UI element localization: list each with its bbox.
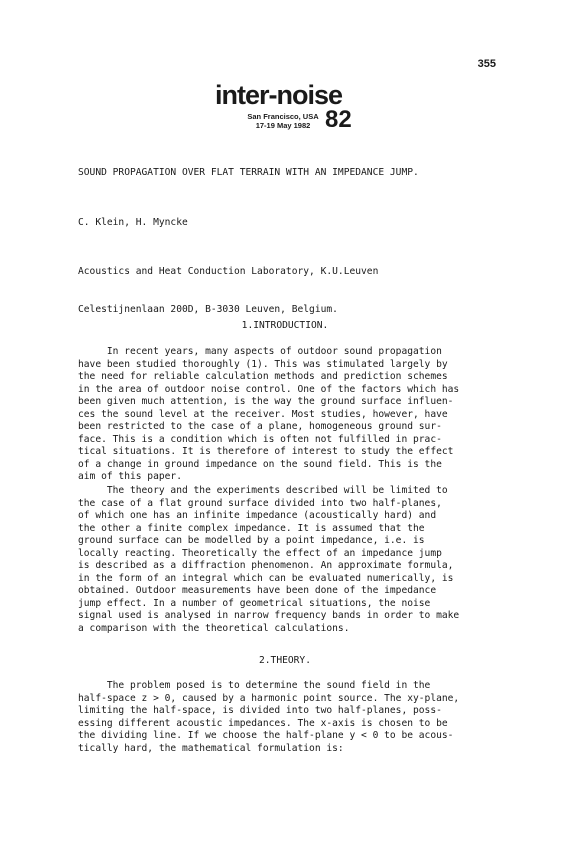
affiliation-line: Celestijnenlaan 200D, B-3030 Leuven, Belgium. xyxy=(78,303,338,315)
logo-dates: 17-19 May 1982 xyxy=(255,121,311,130)
affiliation-line: Acoustics and Heat Conduction Laboratory, K.U.Leuven xyxy=(78,266,379,277)
paper-authors: C. Klein, H. Myncke xyxy=(78,217,188,228)
section-heading-introduction: 1.INTRODUCTION. xyxy=(241,320,329,331)
logo-wordmark: inter-noise xyxy=(215,80,343,110)
paragraph: The theory and the experiments described will be limited to the case of a flat ground surface divided into two half-planes, of which one has an infinite impedance (acoustically hard) and the other a finite complex impedance. It is assumed that the ground surface can be modelled by a point impedance, i.e. is locally reacting. Theoretically the effect of an impedance jump is described as a diffraction phenomenon. An approximate formula, in the form of an integral which can be evaluated numerically, is obtained. Outdoor measurements have been done of the impedance jump effect. In a number of geometrical situations, the noise signal used is analysed in narrow frequency bands in order to make a comparison with the theoretical calculations. xyxy=(78,485,460,634)
page-number: 355 xyxy=(477,58,496,70)
logo-year: 82 xyxy=(325,106,352,133)
paragraph: In recent years, many aspects of outdoor sound propagation have been studied thoroughly (1). This was stimulated largely by the need for reliable calculation methods and prediction schemes in the area of outdoor noise control. One of the factors which has been given much attention, is the way the ground surface influen- ces the sound level at the receiver. Most studies, however, have been restricted to the case of a plane, homogeneous ground sur- face. This is a condition which is often not fulfilled in prac- tical situations. It is therefore of interest to study the effect of a change in ground impedance on the sound field. This is the aim of this paper. xyxy=(78,346,460,482)
paragraph: The problem posed is to determine the sound field in the half-space z > 0, caused by a harmonic point source. The xy-plane, limiting the half-space, is divided into two half-planes, poss- essing different acoustic impedances. The x-axis is chosen to be the dividing line. If we choose the half-plane y < 0 to be acous- tically hard, the mathematical formulation is: xyxy=(78,680,460,754)
paper-title: SOUND PROPAGATION OVER FLAT TERRAIN WITH AN IMPEDANCE JUMP. xyxy=(78,167,419,178)
paper-affiliation xyxy=(78,241,508,329)
logo-city: San Francisco, USA xyxy=(247,112,319,121)
conference-logo xyxy=(215,80,360,136)
logo-location xyxy=(245,112,321,130)
section-heading-theory: 2.THEORY. xyxy=(259,655,311,666)
